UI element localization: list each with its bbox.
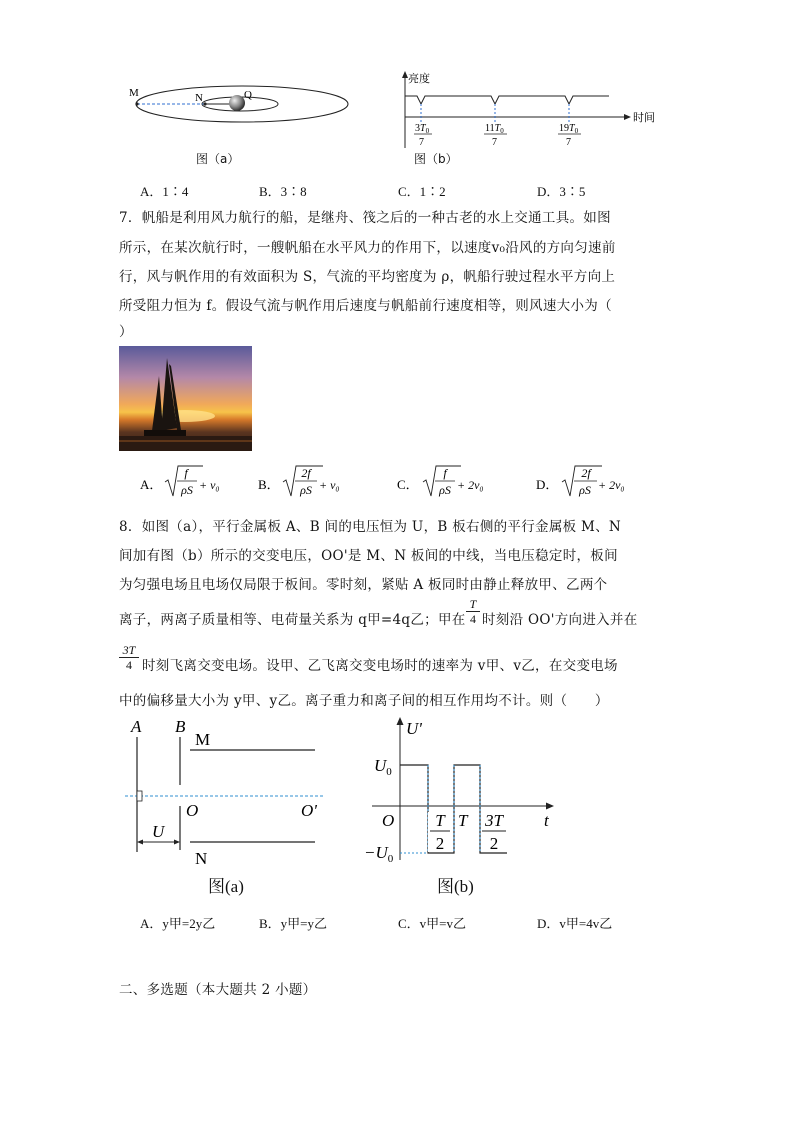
q7-option-a[interactable]	[140, 466, 220, 497]
q6-option-c[interactable]: C．1∶2	[398, 184, 446, 199]
q7-options	[135, 460, 655, 502]
y-axis-label: 亮度	[408, 73, 430, 85]
q8-line-4b: 时刻沿 OO'方向进入并在	[482, 612, 638, 628]
svg-text:ρS: ρS	[439, 483, 451, 497]
svg-text:A．: A．	[140, 477, 163, 492]
q8-option-a[interactable]: A．y甲=2y乙	[140, 916, 216, 931]
svg-text:2f: 2f	[581, 466, 591, 480]
svg-text:−U0: $-U_0$	[364, 843, 394, 865]
q8-figure-a	[125, 712, 335, 897]
q7-line-1: 7．帆船是利用风力航行的船，是继舟、筏之后的一种古老的水上交通工具。如图	[119, 210, 611, 226]
svg-text:11T0: $11T_0$	[485, 123, 504, 135]
svg-text:3T: 3T	[485, 811, 503, 830]
svg-text:U0: $U_0$	[374, 756, 392, 778]
svg-text:ρS: ρS	[579, 483, 591, 497]
svg-text:M: M	[195, 730, 211, 749]
q7-line-4: 所受阻力恒为 f。假设气流与帆作用后速度与帆船前行速度相等，则风速大小为（	[119, 298, 612, 314]
q6-option-a[interactable]: A．1∶4	[140, 184, 189, 199]
svg-text:+ v₀: + v₀	[319, 478, 340, 492]
svg-text:3T0: $3T_0$	[415, 123, 430, 135]
svg-text:+ v₀: + v₀	[199, 478, 220, 492]
q7-option-b[interactable]	[258, 466, 340, 497]
x-axis-label: 时间	[633, 112, 655, 124]
q8-figure-b-caption: 图(b)	[437, 877, 474, 896]
q8-frac-t-over-4: T 4	[466, 597, 480, 626]
q8-line-5: 时刻飞离交变电场。设甲、乙飞离交变电场时的速率为 v甲、v乙，在交变电场	[142, 658, 618, 674]
label-m: M	[129, 87, 139, 99]
q6-option-d[interactable]: D．3∶5	[537, 184, 586, 199]
ion-source	[137, 791, 142, 801]
svg-text:T: T	[458, 811, 468, 830]
svg-text:T: T	[435, 811, 445, 830]
q8-line-4a: 离子，两离子质量相等、电荷量关系为 q甲=4q乙；甲在	[119, 612, 466, 628]
svg-text:7: 7	[566, 137, 571, 148]
svg-text:B．: B．	[258, 477, 280, 492]
q6-figure-a-caption: 图（a）	[196, 152, 240, 166]
svg-text:ρS: ρS	[181, 483, 193, 497]
q8-figure-b	[362, 712, 562, 897]
svg-text:O: O	[186, 801, 199, 820]
planet-icon	[229, 95, 245, 111]
q6-option-b[interactable]: B．3∶8	[259, 184, 307, 199]
q8-line-3: 为匀强电场且电场仅局限于板间。零时刻，紧贴 A 板同时由静止释放甲、乙两个	[119, 577, 608, 593]
tick-2	[484, 123, 507, 148]
svg-text:+ 2v₀: + 2v₀	[457, 478, 484, 492]
q7-option-d[interactable]	[536, 466, 625, 497]
svg-text:B: B	[175, 717, 186, 736]
section-2-heading: 二、多选题（本大题共 2 小题）	[119, 982, 317, 998]
svg-text:2: 2	[489, 834, 499, 853]
svg-text:2f: 2f	[301, 466, 311, 480]
svg-text:f: f	[184, 466, 188, 480]
q8-line-6: 中的偏移量大小为 y甲、y乙。离子重力和离子间的相互作用均不计。则（ ）	[119, 693, 609, 709]
svg-text:C．: C．	[397, 477, 419, 492]
svg-text:O': O'	[301, 801, 317, 820]
q8-frac-3t-over-4: 3T 4	[119, 643, 139, 672]
q6-figure-b-caption: 图（b）	[414, 152, 458, 166]
svg-text:U': U'	[406, 719, 422, 738]
q8-option-b[interactable]: B．y甲=y乙	[259, 916, 328, 931]
svg-text:D．: D．	[536, 477, 559, 492]
q7-line-5: ）	[119, 324, 133, 340]
svg-text:7: 7	[419, 137, 424, 148]
svg-text:t: t	[544, 811, 549, 830]
svg-text:2: 2	[435, 834, 445, 853]
q8-line-2: 间加有图（b）所示的交变电压，OO'是 M、N 板间的中线，当电压稳定时，板间	[119, 548, 618, 564]
svg-text:N: N	[195, 849, 208, 868]
svg-text:U: U	[152, 822, 165, 841]
point-m	[135, 102, 138, 105]
q8-option-d[interactable]: D．v甲=4v乙	[537, 916, 613, 931]
svg-text:19T0: $19T_0$	[559, 123, 579, 135]
sailboat-icon	[119, 346, 252, 451]
q7-line-2: 所示，在某次航行时，一艘帆船在水平风力的作用下，以速度v₀沿风的方向匀速前	[119, 240, 616, 256]
tick-3	[558, 123, 581, 148]
svg-text:A: A	[131, 717, 142, 736]
q8-figure-a-caption: 图(a)	[208, 877, 244, 896]
point-n	[203, 102, 206, 105]
q7-line-3: 行，风与帆作用的有效面积为 S，气流的平均密度为 ρ，帆船行驶过程水平方向上	[119, 269, 616, 285]
q7-option-c[interactable]	[397, 466, 484, 497]
svg-text:O: O	[382, 811, 395, 830]
label-q: Q	[244, 89, 252, 101]
label-n: N	[195, 92, 203, 104]
q8-line-1: 8．如图（a），平行金属板 A、B 间的电压恒为 U，B 板右侧的平行金属板 M、N	[119, 519, 622, 535]
q6-figure-b	[395, 68, 675, 158]
svg-text:+ 2v₀: + 2v₀	[598, 478, 625, 492]
svg-text:f: f	[443, 466, 447, 480]
svg-text:7: 7	[492, 137, 497, 148]
tick-1	[414, 123, 432, 148]
brightness-curve	[405, 96, 609, 104]
q8-option-c[interactable]: C．v甲=v乙	[398, 916, 467, 931]
svg-text:ρS: ρS	[300, 483, 312, 497]
q6-figure-a	[125, 75, 355, 165]
sailboat-photo	[119, 346, 252, 451]
